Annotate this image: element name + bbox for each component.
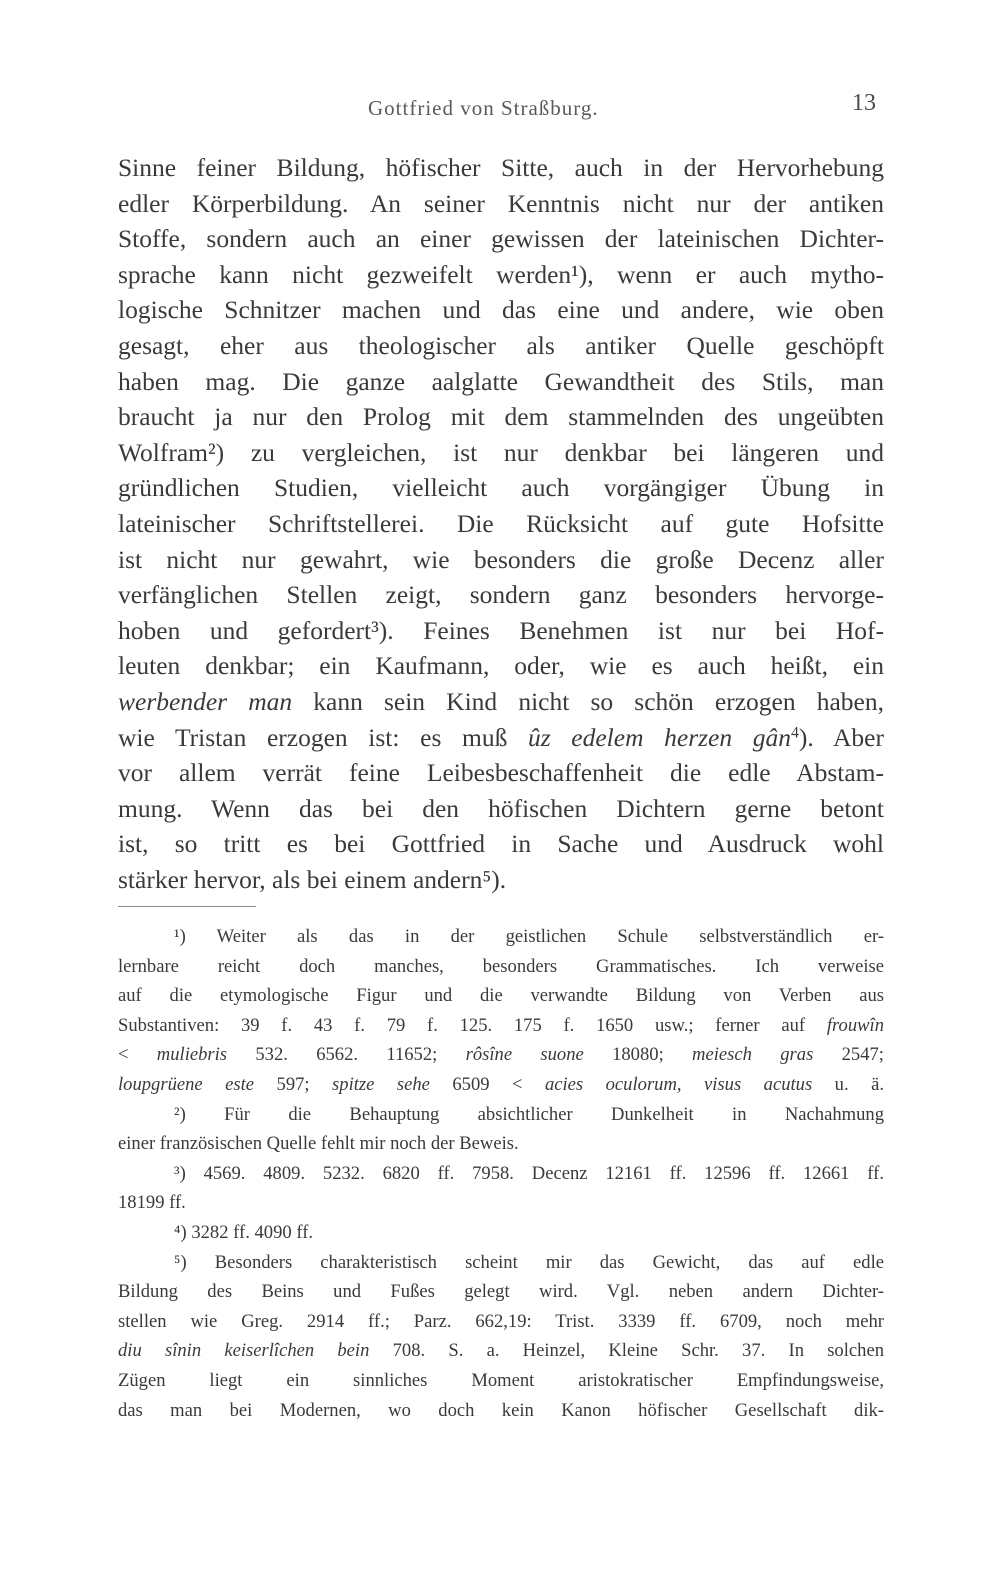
footnote-5-line: ⁵) Besonders charakteristisch scheint mir das Gewicht, das auf edle xyxy=(174,1251,884,1273)
body-line: haben mag. Die ganze aalglatte Gewandtheit des Stils, man xyxy=(118,366,884,396)
footnote-5-line: das man bei Modernen, wo doch kein Kanon höfischer Gesellschaft dik- xyxy=(118,1399,884,1421)
footnote-text: < xyxy=(118,1044,157,1066)
italic-phrase: diu sînin keiserlîchen bein xyxy=(118,1340,370,1362)
italic-phrase: ûz edelem herzen gân xyxy=(527,722,792,752)
body-text: kann sein Kind nicht so schön erzogen haben, xyxy=(292,686,884,716)
body-text: wie Tristan erzogen ist: es muß xyxy=(118,722,528,752)
footnote-ref: 4 xyxy=(791,723,799,741)
footnote-1-line xyxy=(118,1040,884,1070)
footnote-1-line: ¹) Weiter als das in der geistlichen Schule selbstverständlich er- xyxy=(174,926,884,947)
body-line: ist, so tritt es bei Gottfried in Sache und Ausdruck wohl xyxy=(118,829,884,859)
footnote-1-line xyxy=(118,1011,884,1041)
body-line xyxy=(118,684,884,720)
page-number: 13 xyxy=(852,90,876,116)
footnote-5-line: stellen wie Greg. 2914 ff.; Parz. 662,19: Trist. 3339 ff. 6709, noch mehr xyxy=(118,1310,884,1332)
body-line: edler Körperbildung. An seiner Kenntnis nicht nur der antiken xyxy=(118,188,884,218)
body-line: hoben und gefordert³). Feines Benehmen ist nur bei Hof- xyxy=(118,615,884,645)
body-line: leuten denkbar; ein Kaufmann, oder, wie es auch heißt, ein xyxy=(118,651,884,681)
footnote-5-line xyxy=(118,1336,884,1366)
footnote-3-line: 18199 ff. xyxy=(118,1192,186,1214)
body-line: sprache kann nicht gezweifelt werden¹), wenn er auch mytho- xyxy=(118,259,884,289)
footnote-1-line: lernbare reicht doch manches, besonders Grammatisches. Ich verweise xyxy=(118,955,884,977)
footnote-3-line: ³) 4569. 4809. 5232. 6820 ff. 7958. Decenz 12161 ff. 12596 ff. 12661 ff. xyxy=(174,1162,884,1184)
body-line: Stoffe, sondern auch an einer gewissen der lateinischen Dichter- xyxy=(118,224,884,254)
body-line: verfänglichen Stellen zeigt, sondern ganz besonders hervorge- xyxy=(118,580,884,610)
italic-phrase: frouwîn xyxy=(826,1014,884,1036)
body-line: stärker hervor, als bei einem andern⁵). xyxy=(118,864,507,894)
footnote-text: u. ä. xyxy=(812,1073,884,1095)
footnote-1-line xyxy=(118,1070,884,1100)
footnote-text: 6509 < xyxy=(429,1073,545,1095)
footnote-2-line: einer französischen Quelle fehlt mir noch der Beweis. xyxy=(118,1133,519,1155)
italic-phrase: meiesch gras xyxy=(692,1044,814,1066)
body-line: logische Schnitzer machen und das eine und andere, wie oben xyxy=(118,295,884,325)
body-line: vor allem verrät feine Leibesbeschaffenheit die edle Abstam- xyxy=(118,758,884,788)
body-line: gründlichen Studien, vielleicht auch vorgängiger Übung in xyxy=(118,473,884,503)
body-line: Sinne feiner Bildung, höfischer Sitte, auch in der Hervorhebung xyxy=(118,153,884,182)
footnote-2-line: ²) Für die Behauptung absichtlicher Dunkelheit in Nachahmung xyxy=(174,1103,884,1125)
body-line: Wolfram²) zu vergleichen, ist nur denkbar bei längeren und xyxy=(118,437,884,467)
footnote-5-line: Bildung des Beins und Fußes gelegt wird. Vgl. neben andern Dichter- xyxy=(118,1281,884,1303)
running-title: Gottfried von Straßburg. xyxy=(368,96,599,120)
footnote-text: Substantiven: 39 f. 43 f. 79 f. 125. 175 f. 1650 usw.; ferner auf xyxy=(118,1014,827,1036)
body-line: ist nicht nur gewahrt, wie besonders die große Decenz aller xyxy=(118,544,884,574)
body-line: mung. Wenn das bei den höfischen Dichtern gerne betont xyxy=(118,793,884,823)
footnote-text: 597; xyxy=(254,1073,333,1095)
italic-phrase: werbender man xyxy=(118,686,293,716)
footnote-5-line: Zügen liegt ein sinnliches Moment aristokratischer Empfindungsweise, xyxy=(118,1369,884,1391)
footnote-1-line: auf die etymologische Figur und die verwandte Bildung von Verben aus xyxy=(118,985,884,1007)
footnote-text: 532. 6562. 11652; xyxy=(227,1044,466,1066)
italic-phrase: muliebris xyxy=(156,1044,228,1066)
italic-phrase: rôsîne suone xyxy=(465,1044,584,1066)
footnote-text: 18080; xyxy=(583,1044,693,1066)
italic-phrase: spitze sehe xyxy=(332,1073,430,1095)
italic-phrase: loupgrüene este xyxy=(118,1073,255,1095)
italic-phrase: acies oculorum, visus acutus xyxy=(544,1073,813,1095)
main-text xyxy=(118,150,884,897)
footnote-4-line: ⁴) 3282 ff. 4090 ff. xyxy=(174,1221,314,1243)
body-line xyxy=(118,720,884,756)
footnotes xyxy=(118,922,884,1425)
body-line: gesagt, eher aus theologischer als antiker Quelle geschöpft xyxy=(118,330,884,360)
running-head xyxy=(0,88,1000,128)
body-text: ). Aber xyxy=(798,722,884,752)
footnote-text: 708. S. a. Heinzel, Kleine Schr. 37. In solchen xyxy=(369,1340,884,1362)
body-line: lateinischer Schriftstellerei. Die Rücksicht auf gute Hofsitte xyxy=(118,508,884,538)
footnote-divider xyxy=(118,906,256,907)
footnote-text: 2547; xyxy=(813,1044,884,1066)
body-line: braucht ja nur den Prolog mit dem stammelnden des ungeübten xyxy=(118,402,884,432)
